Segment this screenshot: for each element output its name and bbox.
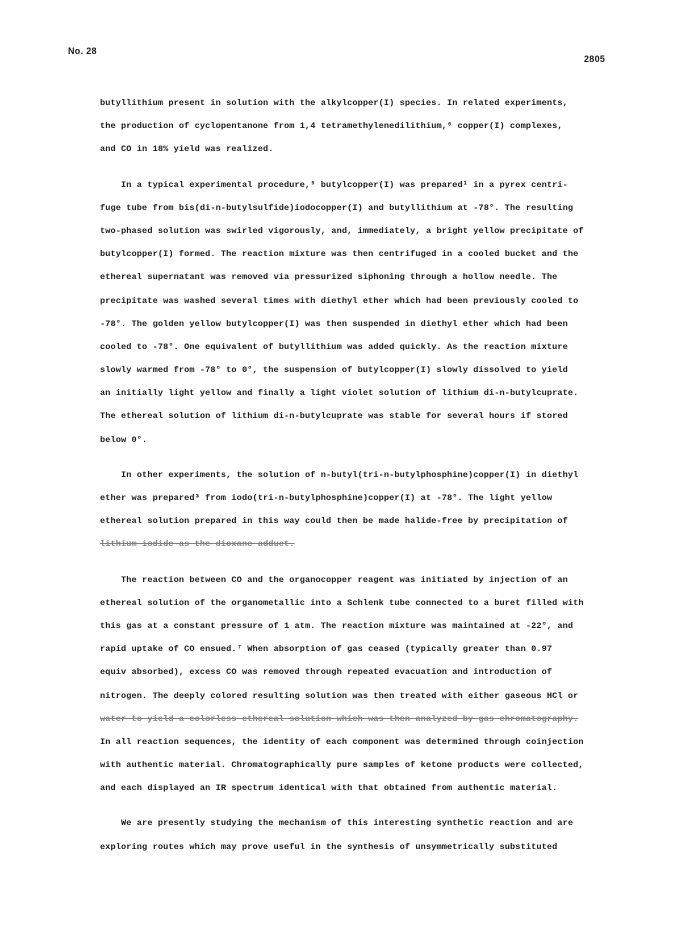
text-line: -78°. The golden yellow butylcopper(I) was then suspended in diethyl ether which had been [100,318,568,329]
text-line: butyllithium present in solution with the alkylcopper(I) species. In related experiments, [100,98,568,108]
paragraph [100,92,600,162]
paragraph [100,464,600,557]
text-line: equiv absorbed), excess CO was removed through repeated evacuation and introduction of [100,667,553,678]
text-line: this gas at a constant pressure of 1 atm. The reaction mixture was maintained at -22°, and [100,620,574,631]
text-line: The ethereal solution of lithium di-n-butylcuprate was stable for several hours if stored [100,411,568,422]
article-body [100,92,600,859]
text-line: exploring routes which may prove useful in the synthesis of unsymmetrically substituted [100,841,558,852]
text-line: In all reaction sequences, the identity of each component was determined through coinjection [100,736,584,747]
text-line: In a typical experimental procedure,⁹ butylcopper(I) was prepared¹ in a pyrex centri- [100,179,568,190]
text-line: ethereal supernatant was removed via pressurized siphoning through a hollow needle. The [100,272,558,283]
text-line: an initially light yellow and finally a light violet solution of lithium di-n-butylcuprate. [100,388,579,399]
text-line: butylcopper(I) formed. The reaction mixture was then centrifuged in a cooled bucket and the [100,249,579,260]
text-line: the production of cyclopentanone from 1,4 tetramethylenedilithium,⁶ copper(I) complexes, [100,121,563,132]
text-line: water to yield a colorless ethereal solution which was then analyzed by gas chromatography. [100,713,579,724]
text-line: two-phased solution was swirled vigorously, and, immediately, a bright yellow precipitate of [100,225,584,236]
text-line: with authentic material. Chromatographically pure samples of ketone products were collected, [100,760,584,771]
text-line: ethereal solution prepared in this way could then be made halide-free by precipitation of [100,516,568,527]
text-line: fuge tube from bis(di-n-butylsulfide)iodocopper(I) and butyllithium at -78°. The resulting [100,202,574,213]
text-line: cooled to -78°. One equivalent of butyllithium was added quickly. As the reaction mixture [100,341,568,352]
paragraph [100,569,600,801]
text-line: below 0°. [100,434,148,445]
text-line: In other experiments, the solution of n-butyl(tri-n-butylphosphine)copper(I) in diethyl [100,469,579,480]
text-line: ethereal solution of the organometallic into a Schlenk tube connected to a buret filled with [100,597,584,608]
text-line: and each displayed an IR spectrum identical with that obtained from authentic material. [100,783,558,794]
text-line: rapid uptake of CO ensued.⁷ When absorption of gas ceased (typically greater than 0.97 [100,644,553,655]
text-line: ether was prepared³ from iodo(tri-n-butylphosphine)copper(I) at -78°. The light yellow [100,493,553,503]
text-line: slowly warmed from -78° to 0°, the suspension of butylcopper(I) slowly dissolved to yield [100,365,568,376]
text-line: precipitate was washed several times with diethyl ether which had been previously cooled to [100,295,579,306]
text-line: lithium iodide as the dioxane adduct. [100,539,295,550]
text-line: nitrogen. The deeply colored resulting solution was then treated with either gaseous HCl or [100,690,579,701]
paragraph [100,174,600,452]
page-number: 2805 [584,54,606,64]
journal-issue-number: No. 28 [68,46,97,56]
text-line: and CO in 18% yield was realized. [100,144,274,155]
text-line: The reaction between CO and the organocopper reagent was initiated by injection of an [100,574,568,585]
paragraph [100,812,600,858]
text-line: We are presently studying the mechanism of this interesting synthetic reaction and are [100,818,574,829]
